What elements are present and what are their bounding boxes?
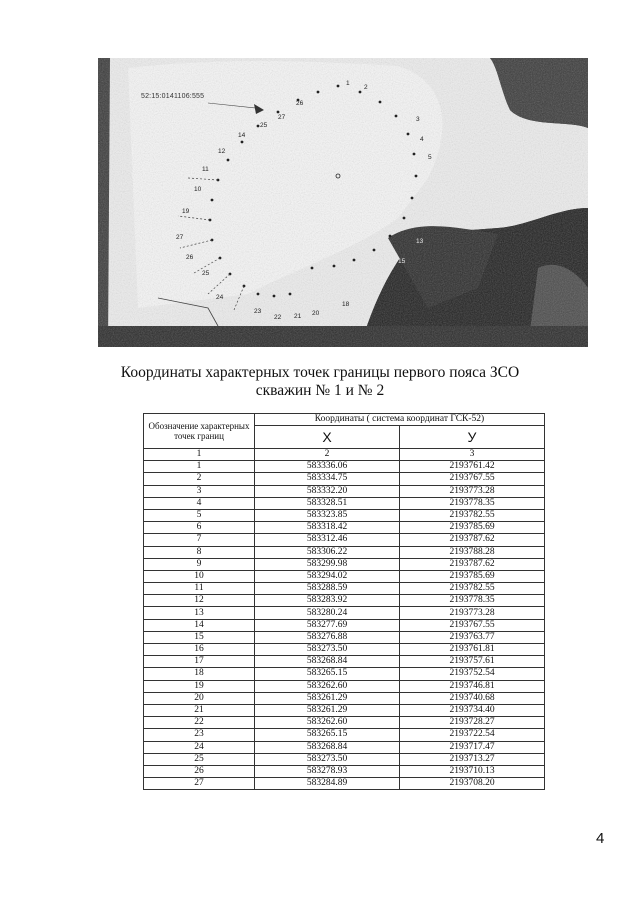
- map-point-label: 23: [254, 308, 262, 315]
- point-number-cell: 1: [144, 461, 255, 473]
- table-row: [144, 522, 545, 534]
- table-body: [144, 461, 545, 790]
- table-row: [144, 497, 545, 509]
- page-number: 4: [596, 830, 605, 847]
- header-col-number: 2: [255, 449, 400, 461]
- x-coordinate-cell: 583278.93: [255, 765, 400, 777]
- map-point-label: 22: [274, 314, 282, 321]
- x-coordinate-cell: 583276.88: [255, 631, 400, 643]
- x-coordinate-cell: 583280.24: [255, 607, 400, 619]
- point-number-cell: 16: [144, 644, 255, 656]
- map-point-label: 26: [186, 254, 194, 261]
- point-number-cell: 9: [144, 558, 255, 570]
- y-coordinate-cell: 2193761.81: [400, 644, 545, 656]
- y-coordinate-cell: 2193728.27: [400, 717, 545, 729]
- point-number-cell: 5: [144, 509, 255, 521]
- x-coordinate-cell: 583277.69: [255, 619, 400, 631]
- x-coordinate-cell: 583261.29: [255, 692, 400, 704]
- x-coordinate-cell: 583265.15: [255, 668, 400, 680]
- table-row: [144, 485, 545, 497]
- map-point-label: 20: [312, 310, 320, 317]
- point-number-cell: 13: [144, 607, 255, 619]
- table-row: [144, 778, 545, 790]
- map-point-label: 2: [364, 84, 368, 91]
- table-row: [144, 765, 545, 777]
- table-row: [144, 704, 545, 716]
- y-coordinate-cell: 2193734.40: [400, 704, 545, 716]
- x-coordinate-cell: 583273.50: [255, 753, 400, 765]
- table-row: [144, 461, 545, 473]
- y-coordinate-cell: 2193757.61: [400, 656, 545, 668]
- point-number-cell: 23: [144, 729, 255, 741]
- map-photo: [98, 58, 588, 347]
- map-point-label: 13: [416, 238, 424, 245]
- y-coordinate-cell: 2193761.42: [400, 461, 545, 473]
- y-coordinate-cell: 2193787.62: [400, 534, 545, 546]
- x-coordinate-cell: 583288.59: [255, 583, 400, 595]
- point-number-cell: 27: [144, 778, 255, 790]
- header-col-number: 3: [400, 449, 545, 461]
- point-number-cell: 26: [144, 765, 255, 777]
- map-point-label: 24: [216, 294, 224, 301]
- point-number-cell: 12: [144, 595, 255, 607]
- x-coordinate-cell: 583323.85: [255, 509, 400, 521]
- map-point-label: 10: [194, 186, 202, 193]
- table-row: [144, 595, 545, 607]
- x-coordinate-cell: 583328.51: [255, 497, 400, 509]
- map-point-label: 14: [238, 132, 246, 139]
- cadastral-number-label: 52:15:0141106:555: [141, 93, 205, 100]
- table-row: [144, 509, 545, 521]
- y-coordinate-cell: 2193763.77: [400, 631, 545, 643]
- point-number-cell: 10: [144, 570, 255, 582]
- y-coordinate-cell: 2193787.62: [400, 558, 545, 570]
- point-number-cell: 22: [144, 717, 255, 729]
- table-row: [144, 680, 545, 692]
- table-row: [144, 644, 545, 656]
- x-coordinate-cell: 583294.02: [255, 570, 400, 582]
- map-point-label: 16: [380, 274, 388, 281]
- map-point-label: 21: [294, 313, 302, 320]
- table-row: [144, 692, 545, 704]
- y-coordinate-cell: 2193708.20: [400, 778, 545, 790]
- y-coordinate-cell: 2193782.55: [400, 509, 545, 521]
- x-coordinate-cell: 583334.75: [255, 473, 400, 485]
- point-number-cell: 25: [144, 753, 255, 765]
- y-coordinate-cell: 2193767.55: [400, 619, 545, 631]
- y-coordinate-cell: 2193717.47: [400, 741, 545, 753]
- x-coordinate-cell: 583273.50: [255, 644, 400, 656]
- map-point-label: 4: [420, 136, 424, 143]
- y-coordinate-cell: 2193740.68: [400, 692, 545, 704]
- y-coordinate-cell: 2193773.28: [400, 485, 545, 497]
- table-title: Координаты характерных точек границы первого пояса ЗСО: [120, 364, 520, 381]
- map-point-label: 11: [202, 166, 209, 173]
- x-coordinate-cell: 583268.84: [255, 741, 400, 753]
- map-point-label: 15: [398, 258, 406, 265]
- y-coordinate-cell: 2193713.27: [400, 753, 545, 765]
- table-row: [144, 729, 545, 741]
- point-number-cell: 21: [144, 704, 255, 716]
- coordinates-table: [143, 413, 545, 790]
- header-x: X: [255, 426, 400, 449]
- x-coordinate-cell: 583318.42: [255, 522, 400, 534]
- point-number-cell: 24: [144, 741, 255, 753]
- x-coordinate-cell: 583312.46: [255, 534, 400, 546]
- y-coordinate-cell: 2193785.69: [400, 522, 545, 534]
- x-coordinate-cell: 583261.29: [255, 704, 400, 716]
- y-coordinate-cell: 2193778.35: [400, 497, 545, 509]
- table-row: [144, 668, 545, 680]
- table-subtitle: скважин № 1 и № 2: [255, 382, 385, 399]
- header-designation: Обозначение характерных точек границ: [144, 414, 255, 449]
- y-coordinate-cell: 2193782.55: [400, 583, 545, 595]
- x-coordinate-cell: 583299.98: [255, 558, 400, 570]
- map-point-label: 25: [260, 122, 268, 129]
- point-number-cell: 17: [144, 656, 255, 668]
- map-point-label: 26: [296, 100, 304, 107]
- x-coordinate-cell: 583262.60: [255, 680, 400, 692]
- point-number-cell: 8: [144, 546, 255, 558]
- point-number-cell: 19: [144, 680, 255, 692]
- x-coordinate-cell: 583268.84: [255, 656, 400, 668]
- map-point-label: 12: [218, 148, 226, 155]
- map-point-label: 3: [416, 116, 420, 123]
- table-row: [144, 717, 545, 729]
- y-coordinate-cell: 2193746.81: [400, 680, 545, 692]
- point-number-cell: 20: [144, 692, 255, 704]
- y-coordinate-cell: 2193778.35: [400, 595, 545, 607]
- y-coordinate-cell: 2193785.69: [400, 570, 545, 582]
- map-point-label: 27: [176, 234, 184, 241]
- point-number-cell: 3: [144, 485, 255, 497]
- header-coordinates: Координаты ( система координат ГСК-52): [255, 414, 545, 426]
- map-point-label: 1: [346, 80, 350, 87]
- x-coordinate-cell: 583306.22: [255, 546, 400, 558]
- map-point-label: 25: [202, 270, 210, 277]
- map-point-label: 5: [428, 154, 432, 161]
- table-row: [144, 583, 545, 595]
- table-row: [144, 558, 545, 570]
- point-number-cell: 18: [144, 668, 255, 680]
- x-coordinate-cell: 583284.89: [255, 778, 400, 790]
- table-row: [144, 656, 545, 668]
- table-row: [144, 570, 545, 582]
- y-coordinate-cell: 2193722.54: [400, 729, 545, 741]
- x-coordinate-cell: 583265.15: [255, 729, 400, 741]
- header-col-number: 1: [144, 449, 255, 461]
- point-number-cell: 14: [144, 619, 255, 631]
- y-coordinate-cell: 2193752.54: [400, 668, 545, 680]
- x-coordinate-cell: 583332.20: [255, 485, 400, 497]
- map-point-label: 27: [278, 114, 286, 121]
- point-number-cell: 6: [144, 522, 255, 534]
- x-coordinate-cell: 583283.92: [255, 595, 400, 607]
- table-row: [144, 534, 545, 546]
- table-row: [144, 546, 545, 558]
- x-coordinate-cell: 583262.60: [255, 717, 400, 729]
- y-coordinate-cell: 2193710.13: [400, 765, 545, 777]
- y-coordinate-cell: 2193788.28: [400, 546, 545, 558]
- table-row: [144, 473, 545, 485]
- table-row: [144, 607, 545, 619]
- header-y: У: [400, 426, 545, 449]
- map-point-label: 19: [182, 208, 190, 215]
- point-number-cell: 7: [144, 534, 255, 546]
- map-point-label: 17: [362, 278, 370, 285]
- point-number-cell: 15: [144, 631, 255, 643]
- point-number-cell: 2: [144, 473, 255, 485]
- x-coordinate-cell: 583336.06: [255, 461, 400, 473]
- point-number-cell: 4: [144, 497, 255, 509]
- table-row: [144, 753, 545, 765]
- table-row: [144, 741, 545, 753]
- point-number-cell: 11: [144, 583, 255, 595]
- table-row: [144, 631, 545, 643]
- table-row: [144, 619, 545, 631]
- y-coordinate-cell: 2193767.55: [400, 473, 545, 485]
- map-point-label: 18: [342, 301, 350, 308]
- y-coordinate-cell: 2193773.28: [400, 607, 545, 619]
